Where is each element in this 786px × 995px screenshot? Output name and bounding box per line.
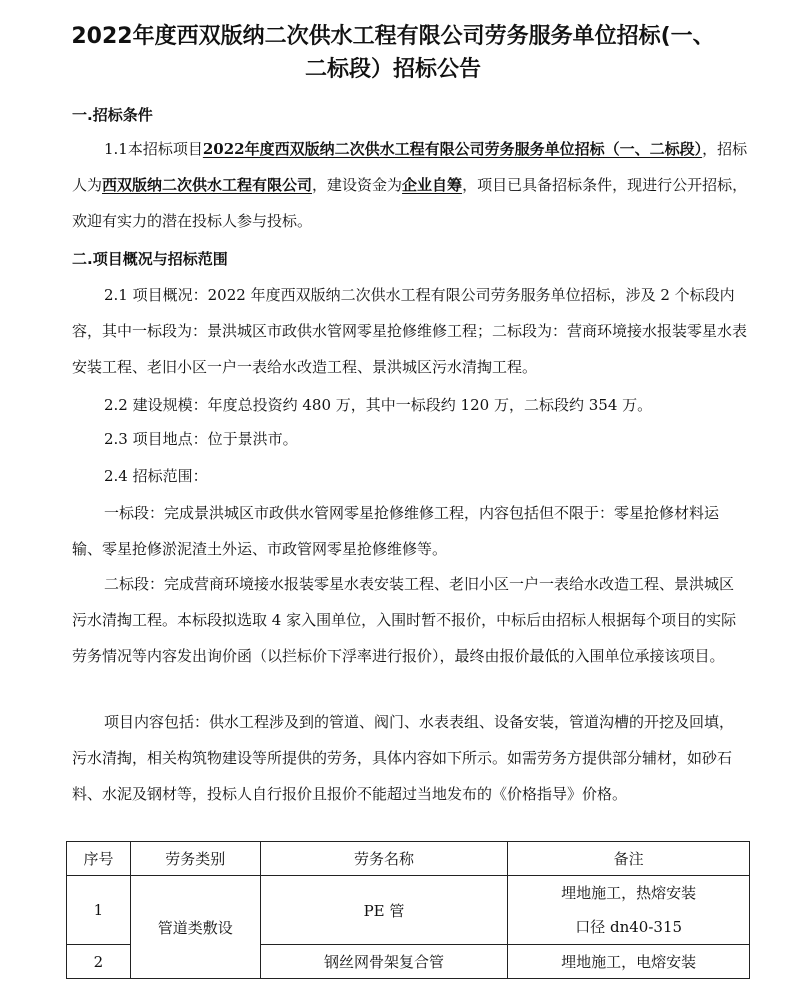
paragraph-project-content: 项目内容包括：供水工程涉及到的管道、阀门、水表表组、设备安装，管道沟槽的开挖及回填，污水清掏，相关构筑物建设等所提供的劳务，具体内容如下所示。如需劳务方提供部分辅材，如砂石料、水泥及钢材等，投标人自行报价且报价不能超过当地发布的《价格指导》价格。 xyxy=(72,713,735,803)
title-line-2: 二标段）招标公告 xyxy=(304,57,481,82)
remark-cell: 埋地施工，热熔安装 口径 dn40-315 xyxy=(508,876,750,945)
labor-service-table xyxy=(66,841,750,979)
service-name: 钢丝网骨架复合管 xyxy=(260,945,508,979)
category-cell: 管道类敷设 xyxy=(130,876,260,979)
remark-cell: 埋地施工，电熔安装 xyxy=(508,945,750,979)
row-number: 1 xyxy=(67,876,131,945)
fund-source: 企业自筹 xyxy=(402,176,463,194)
section-2-heading: 二.项目概况与招标范围 xyxy=(72,250,228,268)
row-number: 2 xyxy=(67,945,131,979)
header-cell: 备注 xyxy=(508,842,750,876)
header-cell: 劳务类别 xyxy=(130,842,260,876)
paragraph-2-2: 2.2 建设规模：年度总投资约 480 万，其中一标段约 120 万，二标段约 354 万。 xyxy=(104,396,653,414)
title-line-1: 2022年度西双版纳二次供水工程有限公司劳务服务单位招标(一、 xyxy=(71,24,715,49)
project-name: 2022年度西双版纳二次供水工程有限公司劳务服务单位招标（一、二标段） xyxy=(202,140,703,158)
paragraph-lot-1: 一标段：完成景洪城区市政供水管网零星抢修维修工程，内容包括但不限于：零星抢修材料运输、零星抢修淤泥渣土外运、市政管网零星抢修维修等。 xyxy=(72,504,720,558)
header-cell: 劳务名称 xyxy=(260,842,508,876)
paragraph-lot-2: 二标段：完成营商环境接水报装零星水表安装工程、老旧小区一户一表给水改造工程、景洪城区污水清掏工程。本标段拟选取 4 家入围单位，入围时暂不报价，中标后由招标人根据每个项目的实际劳务情况等内容发出询价函（以拦标价下浮率进行报价），最终由报价最低的入围单位承接该项目。 xyxy=(72,575,737,665)
header-cell: 序号 xyxy=(67,842,131,876)
paragraph-2-4: 2.4 招标范围： xyxy=(104,467,208,485)
table-row xyxy=(67,876,750,945)
service-name: PE 管 xyxy=(260,876,508,945)
table-header-row xyxy=(67,842,750,876)
paragraph-1-1: 1.1本招标项目2022年度西双版纳二次供水工程有限公司劳务服务单位招标（一、二标段），招标人为西双版纳二次供水工程有限公司，建设资金为企业自筹，项目已具备招标条件，现进行公开招标，欢迎有实力的潜在投标人参与投标。 xyxy=(72,140,748,230)
paragraph-2-1: 2.1 项目概况：2022 年度西双版纳二次供水工程有限公司劳务服务单位招标，涉及 2 个标段内容，其中一标段为：景洪城区市政供水管网零星抢修维修工程；二标段为：营商环境接水报装零星水表安装工程、老旧小区一户一表给水改造工程、景洪城区污水清掏工程。 xyxy=(72,286,748,376)
paragraph-2-3: 2.3 项目地点：位于景洪市。 xyxy=(104,430,298,448)
section-1-heading: 一.招标条件 xyxy=(72,106,153,124)
document-title xyxy=(40,20,746,86)
tenderer-name: 西双版纳二次供水工程有限公司 xyxy=(102,176,313,194)
